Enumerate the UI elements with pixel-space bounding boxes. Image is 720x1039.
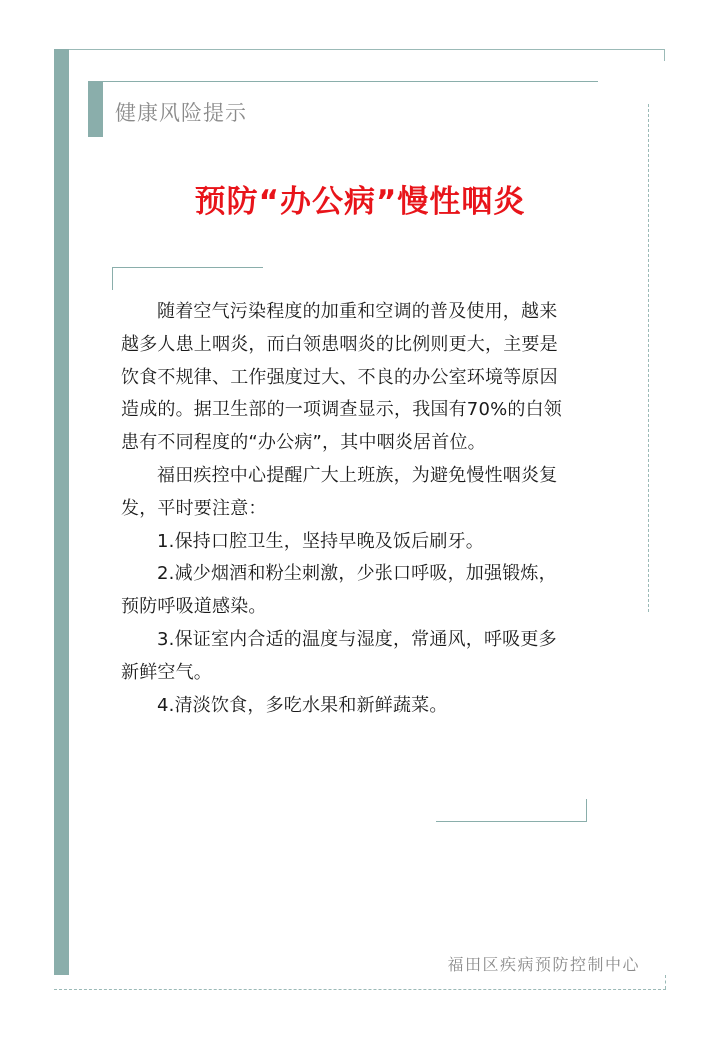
- top-border-rule: [69, 49, 665, 50]
- tip-item-2: 2.减少烟酒和粉尘刺激，少张口呼吸，加强锻炼，预防呼吸道感染。: [121, 563, 557, 618]
- tip-item-3: 3.保证室内合适的温度与湿度，常通风，呼吸更多新鲜空气。: [121, 628, 557, 683]
- section-label: 健康风险提示: [115, 101, 247, 125]
- bottom-dashed-border: [54, 989, 666, 990]
- top-left-corner-bracket: [112, 267, 263, 290]
- advice-intro-paragraph: 福田疾控中心提醒广大上班族，为避免慢性咽炎复发，平时要注意：: [121, 464, 558, 519]
- page-title: 预防“办公病”慢性咽炎: [194, 184, 526, 220]
- bottom-right-dashed-tick: [665, 975, 666, 989]
- header-frame-left-block: [88, 81, 103, 137]
- footer-organization: 福田区疾病预防控制中心: [447, 955, 640, 974]
- article-body: [121, 296, 571, 722]
- header-frame-top-line: [88, 81, 598, 82]
- tip-item-4: 4.清淡饮食，多吃水果和新鲜蔬菜。: [157, 694, 448, 716]
- tip-item-1: 1.保持口腔卫生，坚持早晚及饭后刷牙。: [157, 530, 484, 552]
- intro-paragraph: 随着空气污染程度的加重和空调的普及使用，越来越多人患上咽炎，而白领患咽炎的比例则更大，主要是饮食不规律、工作强度过大、不良的办公室环境等原因造成的。据卫生部的一项调查显示，我国有70%的白领患有不同程度的“办公病”，其中咽炎居首位。: [121, 301, 563, 454]
- top-right-border-tick: [664, 49, 665, 61]
- bottom-right-corner-bracket: [436, 799, 587, 822]
